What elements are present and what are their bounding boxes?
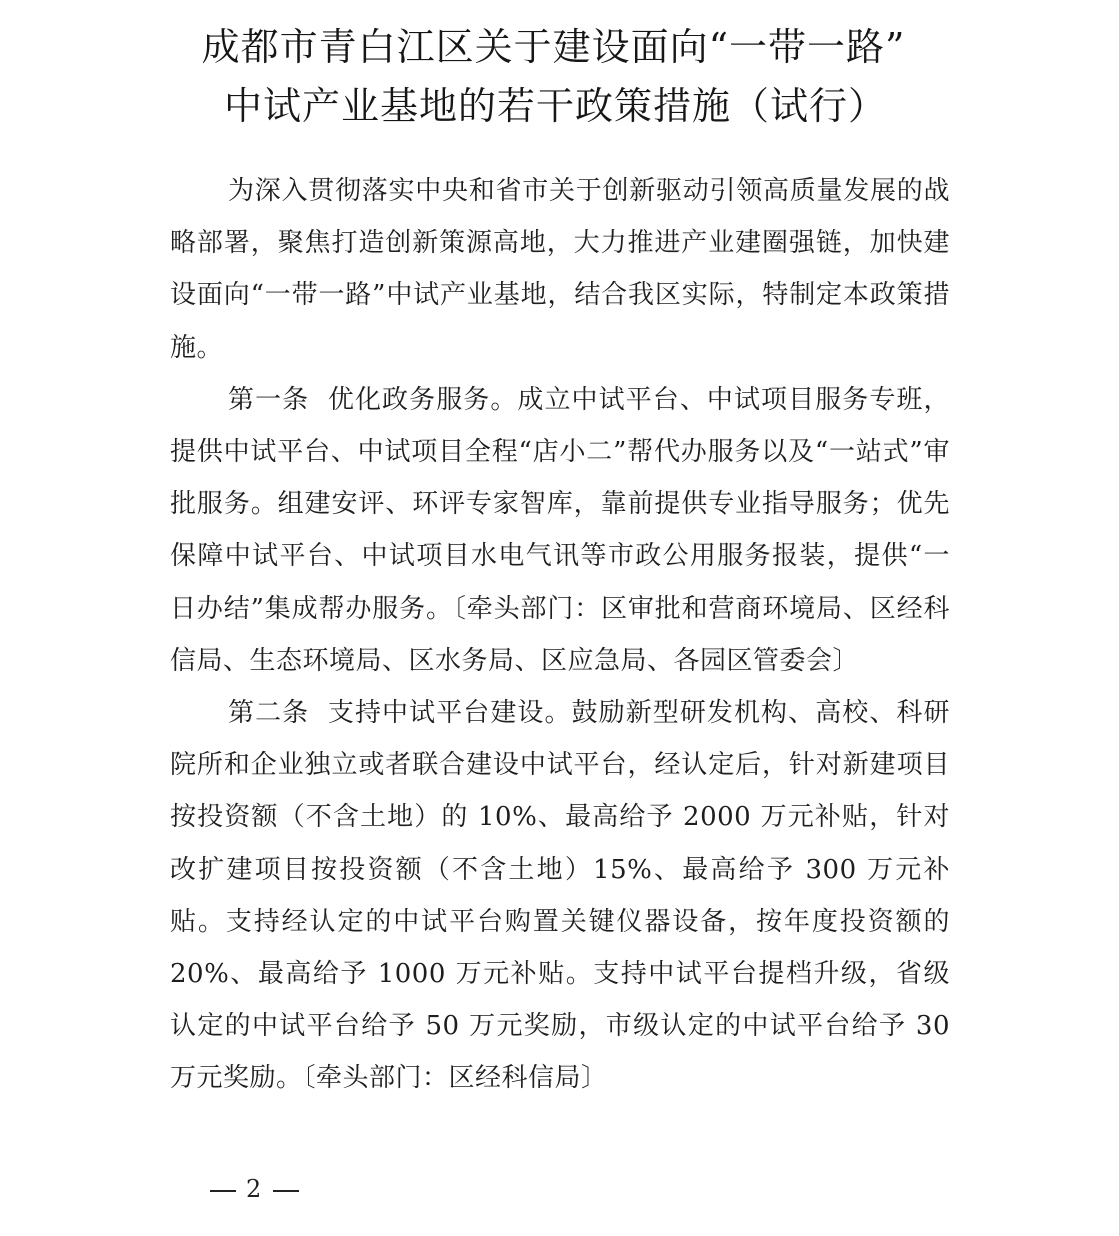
title-line-1: 成都市青白江区关于建设面向“一带一路” bbox=[201, 25, 906, 69]
article-1-paragraph bbox=[170, 374, 950, 687]
page-number bbox=[200, 1175, 309, 1203]
title-line-2: 中试产业基地的若干政策措施（试行） bbox=[223, 84, 887, 128]
document-body bbox=[170, 165, 950, 1105]
article-2-text: 支持中试平台建设。鼓励新型研发机构、高校、科研院所和企业独立或者联合建设中试平台，经认定后，针对新建项目按投资额（不含土地）的 10%、最高给予 2000 万元补贴，针对改扩建项目按投资额（不含土地）15%、最高给予 300 万元补贴。支持经认定的中试平台购置关键仪器设备，按年度投资额的 20%、最高给予 1000 万元补贴。支持中试平台提档升级，省级认定的中试平台给予 50 万元奖励，市级认定的中试平台给予 30 万元奖励。〔牵头部门：区经科信局〕 bbox=[170, 698, 950, 1094]
article-1-text: 优化政务服务。成立中试平台、中试项目服务专班，提供中试平台、中试项目全程“店小二”帮代办服务以及“一站式”审批服务。组建安评、环评专家智库，靠前提供专业指导服务；优先保障中试平台、中试项目水电气讯等市政公用服务报装，提供“一日办结”集成帮办服务。〔牵头部门：区审批和营商环境局、区经科信局、生态环境局、区水务局、区应急局、各园区管委会〕 bbox=[170, 384, 950, 676]
page-number-dash-left bbox=[210, 1190, 236, 1192]
intro-paragraph bbox=[170, 165, 950, 374]
intro-text: 为深入贯彻落实中央和省市关于创新驱动引领高质量发展的战略部署，聚焦打造创新策源高地，大力推进产业建圈强链，加快建设面向“一带一路”中试产业基地，结合我区实际，特制定本政策措施。 bbox=[170, 176, 950, 363]
article-2-heading: 第二条 bbox=[228, 698, 310, 729]
page-number-dash-right bbox=[273, 1190, 299, 1192]
article-2-paragraph bbox=[170, 687, 950, 1105]
page-number-value: 2 bbox=[246, 1175, 264, 1203]
article-1-heading: 第一条 bbox=[228, 384, 310, 415]
